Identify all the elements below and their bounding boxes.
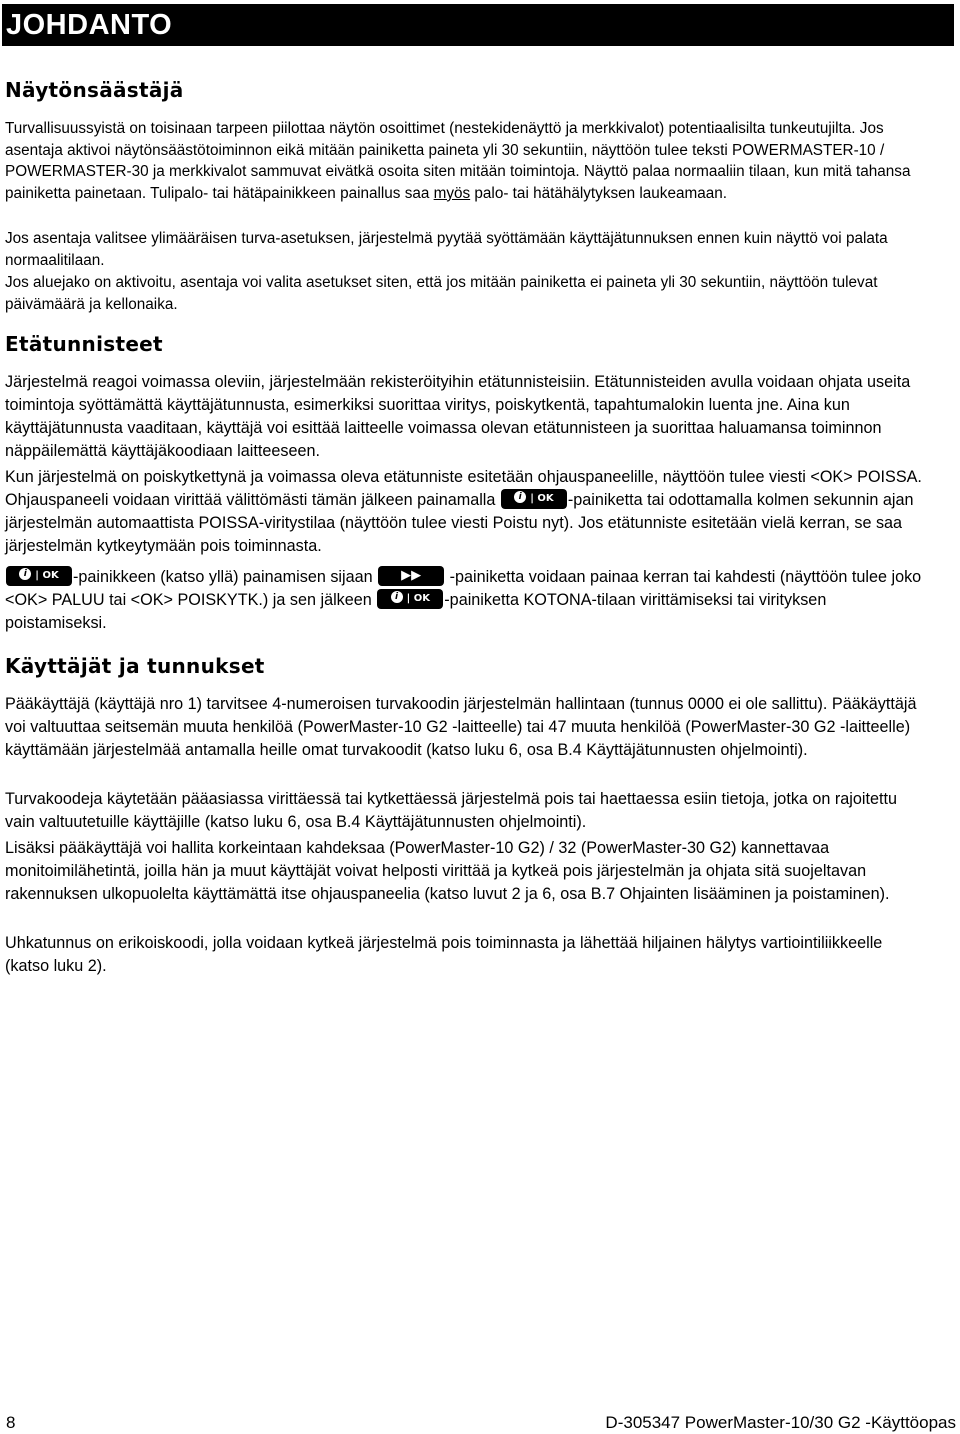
remote-paragraph-3: i | OK -painikkeen (katso yllä) painamisen sijaan ▶▶ -painiketta voidaan painaa kerran tai kahdesti (näyttöön tulee joko <OK> PALUU tai <OK> POISKYTK.) ja sen jälkeen i | OK -painiketta KOTONA-tilaan virittämiseksi tai virityksen poistamiseksi. — [5, 567, 922, 632]
users-paragraph-2: Turvakoodeja käytetään pääasiassa virittäessä tai kytkettäessä järjestelmä pois tai haettaessa esiin tietoja, jotka on rajoitettu vain valtuutetuille käyttäjille (katso luku 6, osa B.4 Käyttäjätunnusten ohjelmointi). — [5, 790, 897, 831]
info-ok-icon: i | OK — [501, 489, 567, 509]
users-paragraph-4: Uhkatunnus on erikoiskoodi, jolla voidaan kytkeä järjestelmä pois toiminnasta ja lähettää hiljainen hälytys vartiointiliikkeelle (katso luku 2). — [5, 934, 883, 975]
info-ok-icon: i | OK — [6, 566, 72, 586]
section-heading-users-codes: Käyttäjät ja tunnukset — [5, 654, 265, 678]
remote-paragraph-2: Kun järjestelmä on poiskytkettynä ja voimassa oleva etätunniste esitetään ohjauspaneelille, näyttöön tulee viesti <OK> POISSA. Ohjauspaneeli voidaan virittää välittömästi tämän jälkeen painamalla i | OK -painiketta tai odottamalla kolmen sekunnin ajan järjestelmän automaattista POISSA-viritystilaa (näyttöön tulee viesti Poistu nyt). Jos etätunniste esitetään vielä kerran, se saa järjestelmän kytkeytymään pois toiminnasta. — [5, 468, 922, 555]
users-paragraph-1: Pääkäyttäjä (käyttäjä nro 1) tarvitsee 4-numeroisen turvakoodin järjestelmän hallintaan (tunnus 0000 ei ole sallittu). Pääkäyttäjä voi valtuuttaa seitsemän muuta henkilöä (PowerMaster-10 G2 -laitteelle) tai 47 muuta henkilöä (PowerMaster-30 G2 -laitteelle) käyttämään järjestelmää antamalla heille omat turvakoodit (katso luku 6, osa B.4 Käyttäjätunnusten ohjelmointi). — [5, 695, 917, 759]
users-paragraph-3: Lisäksi pääkäyttäjä voi hallita korkeintaan kahdeksaa (PowerMaster-10 G2) / 32 (PowerMaster-30 G2) kannettavaa monitoimilähetintä, joilla hän ja muut käyttäjät voivat helposti virittää ja kytkeä pois järjestelmän ja ohjata sitä suojeltavan rakennuksen ulkopuolelta käyttämättä itse ohjauspaneelia (katso luvut 2 ja 6, osa B.7 Ohjainten lisääminen ja poistaminen). — [5, 839, 890, 903]
fast-forward-icon: ▶▶ — [378, 566, 444, 586]
page-number: 8 — [6, 1413, 16, 1432]
chapter-title-banner: JOHDANTO — [2, 4, 954, 46]
section-heading-remote-tags: Etätunnisteet — [5, 332, 163, 356]
section-heading-screensaver: Näytönsäästäjä — [5, 78, 184, 102]
remote-paragraph-1: Järjestelmä reagoi voimassa oleviin, järjestelmään rekisteröityihin etätunnisteisiin. Etätunnisteiden avulla voidaan ohjata useita toimintoja syöttämättä käyttäjätunnusta, esimerkiksi suorittaa viritys, poiskytkentä, tapahtumalokin luenta jne. Aina kun käyttäjätunnusta vaaditaan, käyttäjä voi esittää laitteelle voimassa olevan etätunnisteen ja suorittaa haluamansa toiminnon näppäilemättä käyttäjäkoodiaan laitteeseen. — [5, 373, 911, 460]
info-ok-icon: i | OK — [377, 589, 443, 609]
document-id: D-305347 PowerMaster-10/30 G2 -Käyttöopas — [605, 1413, 956, 1432]
screensaver-paragraph-2: Jos asentaja valitsee ylimääräisen turva-asetuksen, järjestelmä pyytää syöttämään käyttäjätunnuksen ennen kuin näyttö voi palata normaalitilaan. — [5, 230, 888, 269]
screensaver-paragraph-3: Jos aluejako on aktivoitu, asentaja voi valita asetukset siten, että jos mitään painiketta ei paineta yli 30 sekuntiin, näyttöön tulevat päivämäärä ja kellonaika. — [5, 274, 878, 313]
screensaver-paragraph-1: Turvallisuussyistä on toisinaan tarpeen piilottaa näytön osoittimet (nestekidenäyttö ja merkkivalot) potentiaalisilta tunkeutujilta. Jos asentaja aktivoi näytönsäästötoiminnon eikä mitään painiketta paineta yli 30 sekuntiin, näyttöön tulee teksti POWERMASTER-10 / POWERMASTER-30 ja merkkivalot sammuvat eivätkä osoita siten mitään toimintoja. Näyttö palaa normaaliin tilaan, kun mitä tahansa painiketta painetaan. Tulipalo- tai hätäpainikkeen painallus saa myös palo- tai hätähälytyksen laukeamaan. — [5, 120, 911, 202]
